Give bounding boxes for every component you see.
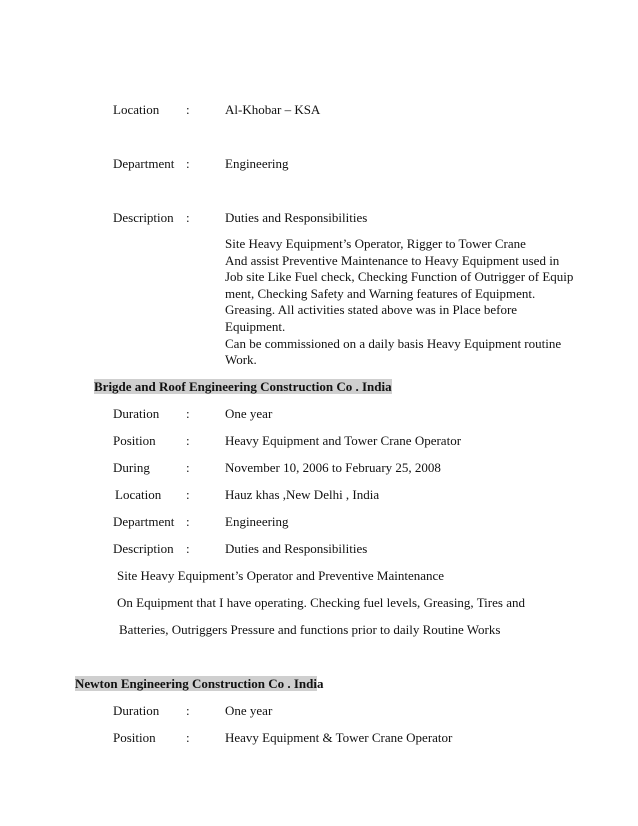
field-value: One year xyxy=(225,703,273,718)
field-colon: : xyxy=(186,433,190,448)
description-line: And assist Preventive Maintenance to Heavy Equipment used in xyxy=(225,252,560,268)
job3-company-heading xyxy=(75,675,323,692)
job1-description-row xyxy=(0,209,638,227)
description-line: Job site Like Fuel check, Checking Function of Outrigger of Equip xyxy=(225,269,574,285)
job3-position-row xyxy=(0,729,638,747)
field-value: Hauz khas ,New Delhi , India xyxy=(225,487,380,502)
field-label: Location xyxy=(113,102,160,117)
field-colon: : xyxy=(186,406,190,421)
job1-location-row xyxy=(0,101,638,119)
company-name: Brigde and Roof Engineering Construction Co . India xyxy=(94,379,392,394)
field-colon: : xyxy=(186,541,190,556)
job2-description-line: On Equipment that I have operating. Checking fuel levels, Greasing, Tires and xyxy=(117,595,525,610)
company-name-rest: a xyxy=(316,676,324,691)
job1-description-paragraph xyxy=(225,236,574,369)
description-line: Greasing. All activities stated above was in Place before xyxy=(225,302,518,318)
field-label: Description xyxy=(113,541,174,556)
field-label: Duration xyxy=(113,406,160,421)
field-label: Department xyxy=(113,156,175,171)
field-label: Position xyxy=(113,433,156,448)
field-label: During xyxy=(113,460,150,475)
field-value: Al-Khobar – KSA xyxy=(225,102,321,117)
job2-location-row xyxy=(0,486,638,504)
job2-duration-row xyxy=(0,405,638,423)
field-label: Department xyxy=(113,514,175,529)
field-colon: : xyxy=(186,514,190,529)
field-value: Duties and Responsibilities xyxy=(225,541,368,556)
field-value: November 10, 2006 to February 25, 2008 xyxy=(225,460,441,475)
description-line: Can be commissioned on a daily basis Heavy Equipment routine xyxy=(225,335,562,351)
job1-department-row xyxy=(0,155,638,173)
description-line: Site Heavy Equipment’s Operator, Rigger to Tower Crane xyxy=(225,236,526,251)
job2-company-heading xyxy=(94,378,392,395)
field-value: One year xyxy=(225,406,273,421)
job2-description-line: Site Heavy Equipment’s Operator and Preventive Maintenance xyxy=(117,568,445,583)
field-value: Engineering xyxy=(225,514,289,529)
field-colon: : xyxy=(186,156,190,171)
field-label: Position xyxy=(113,730,156,745)
field-label: Duration xyxy=(113,703,160,718)
field-colon: : xyxy=(186,102,190,117)
field-value: Engineering xyxy=(225,156,289,171)
field-colon: : xyxy=(186,210,190,225)
description-line: Work. xyxy=(225,352,257,368)
company-name-highlighted: Newton Engineering Construction Co . Indi xyxy=(75,676,317,691)
job2-description-line: Batteries, Outriggers Pressure and functions prior to daily Routine Works xyxy=(119,622,501,637)
field-label: Description xyxy=(113,210,174,225)
job2-during-row xyxy=(0,459,638,477)
field-label: Location xyxy=(115,487,162,502)
job2-position-row xyxy=(0,432,638,450)
description-line: ment, Checking Safety and Warning features of Equipment. xyxy=(225,285,536,301)
field-colon: : xyxy=(186,487,190,502)
field-colon: : xyxy=(186,730,190,745)
job2-description-row xyxy=(0,540,638,558)
field-colon: : xyxy=(186,703,190,718)
field-colon: : xyxy=(186,460,190,475)
field-value: Heavy Equipment and Tower Crane Operator xyxy=(225,433,462,448)
job3-duration-row xyxy=(0,702,638,720)
field-value: Heavy Equipment & Tower Crane Operator xyxy=(225,730,453,745)
field-value: Duties and Responsibilities xyxy=(225,210,368,225)
job2-department-row xyxy=(0,513,638,531)
description-line: Equipment. xyxy=(225,318,286,334)
